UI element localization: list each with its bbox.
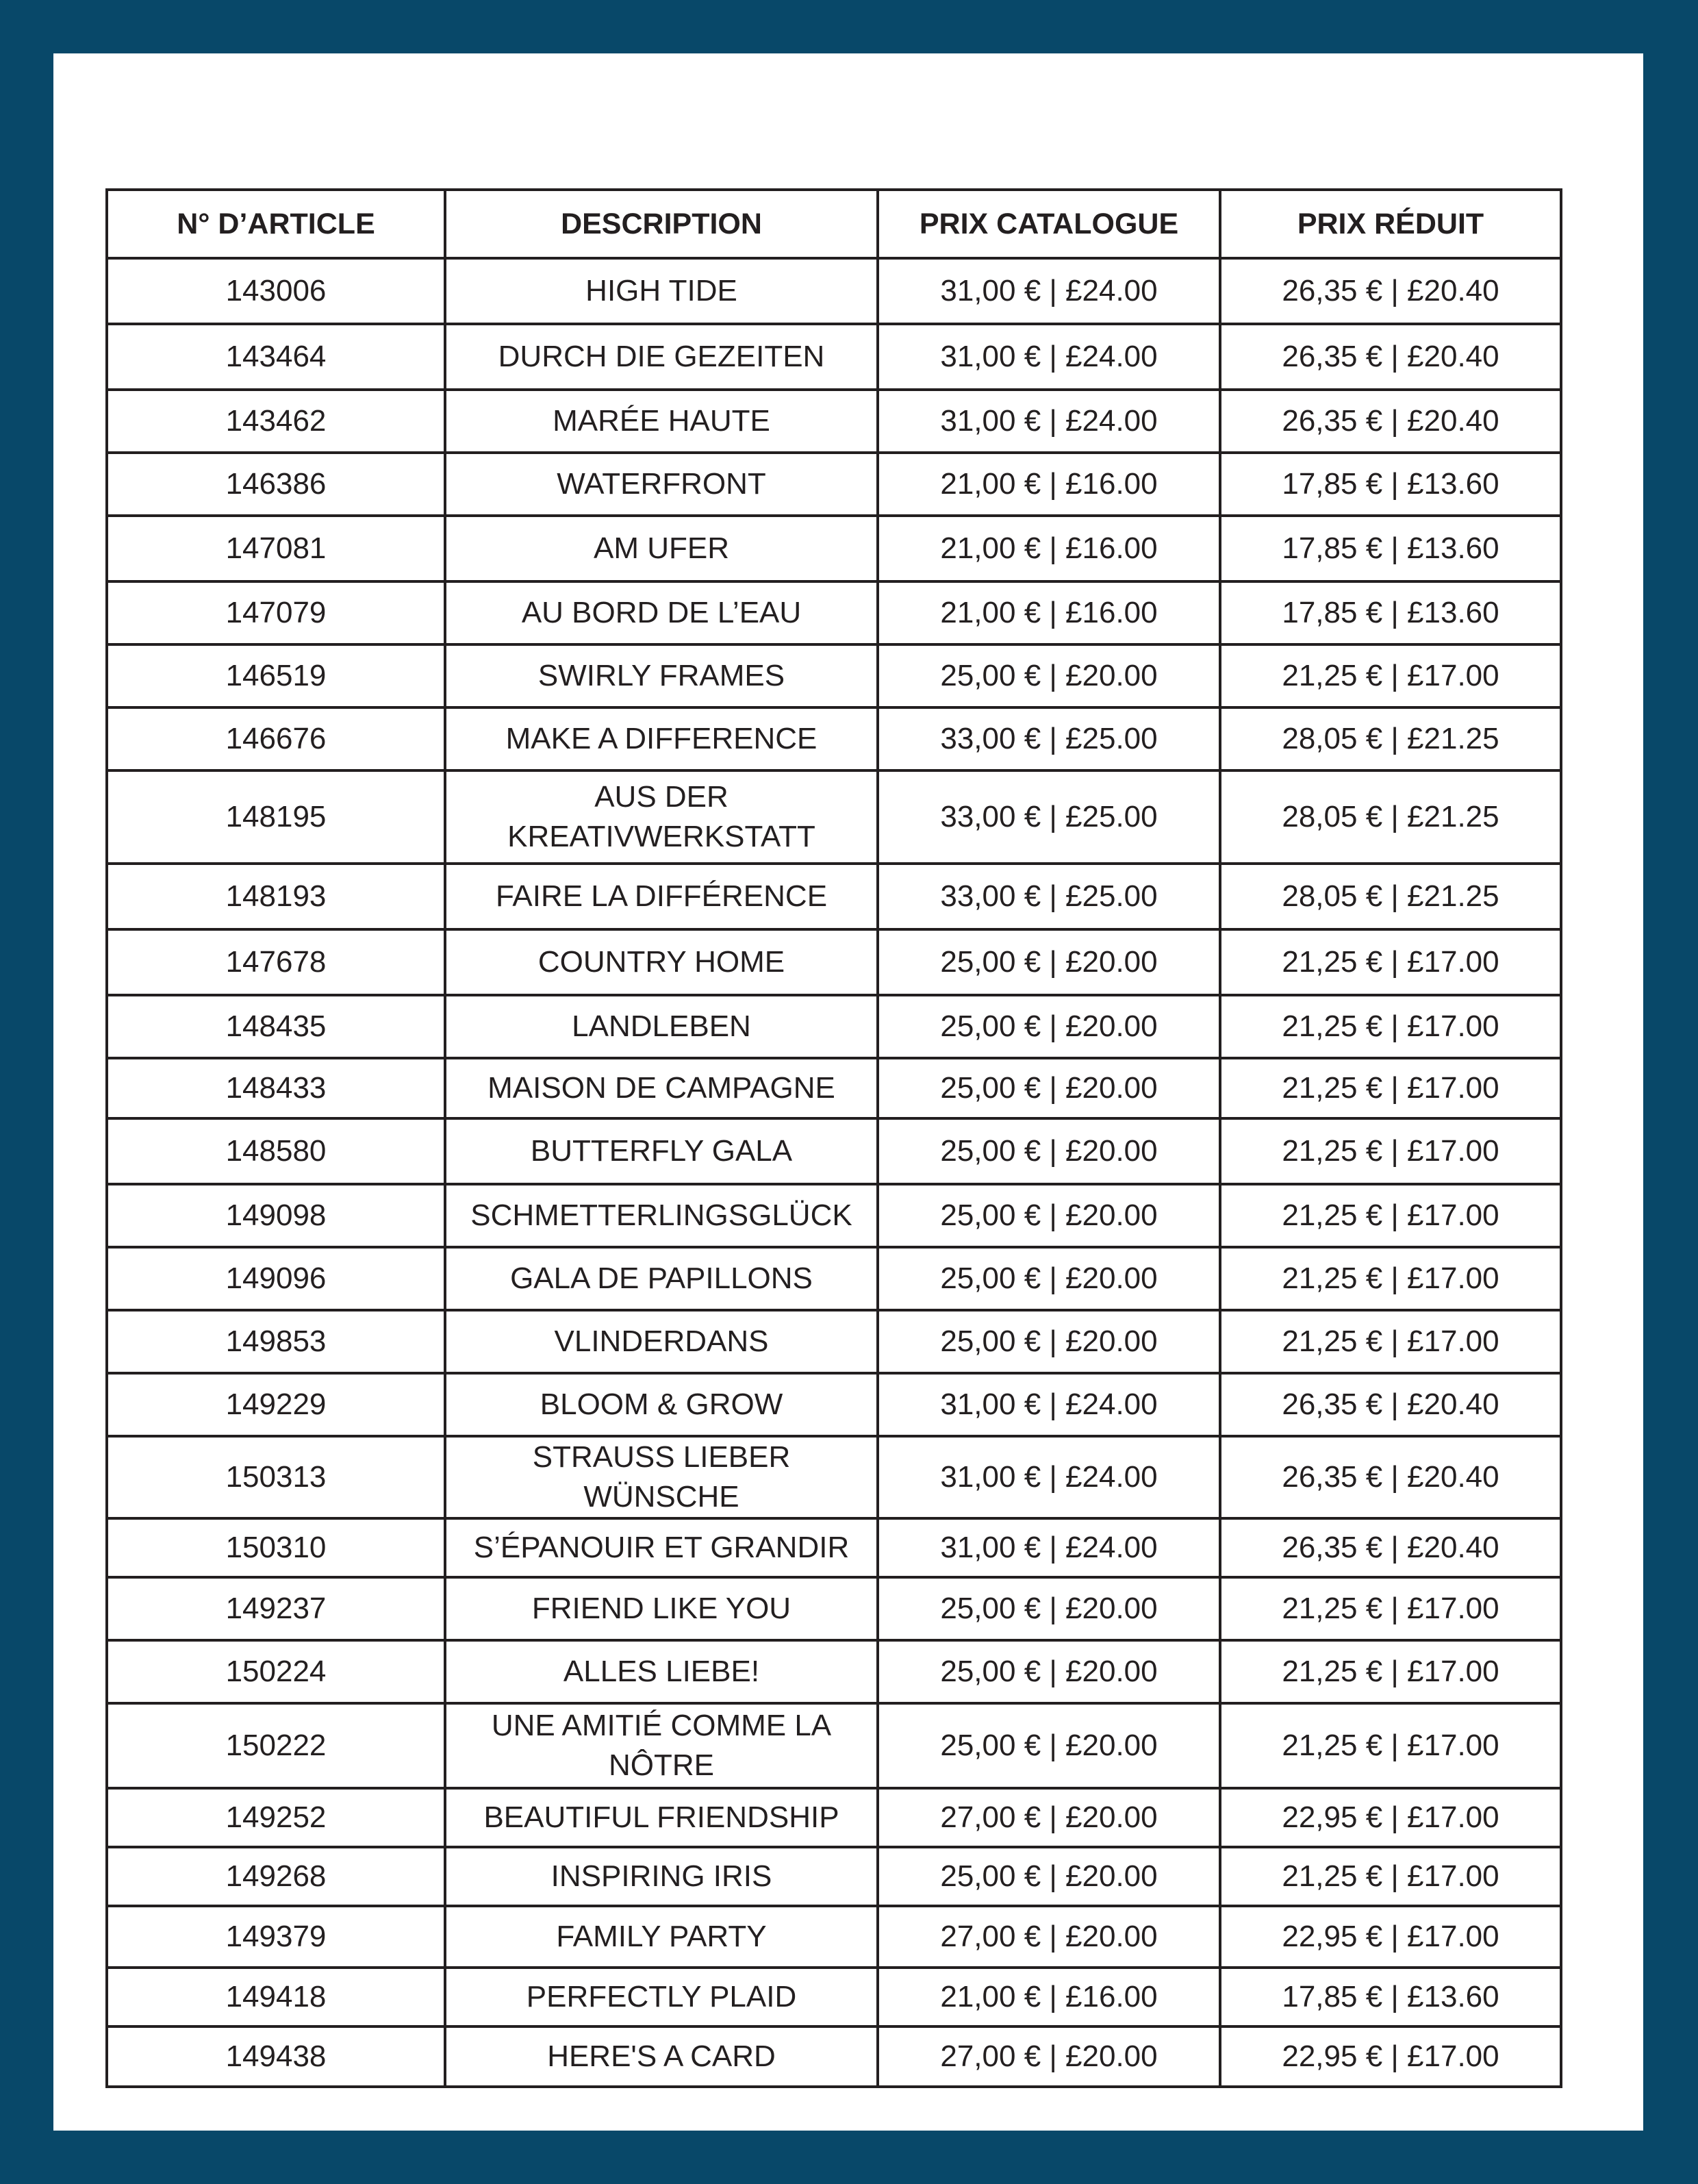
cell-description: PERFECTLY PLAID [445,1968,878,2026]
table-row [107,390,1561,453]
cell-reduced-price: 21,25 € | £17.00 [1220,1847,1561,1906]
cell-list-price: 31,00 € | £24.00 [878,1518,1220,1577]
table-row [107,707,1561,770]
table-row [107,1577,1561,1640]
table-row [107,324,1561,390]
cell-reduced-price: 21,25 € | £17.00 [1220,929,1561,995]
cell-reduced-price: 26,35 € | £20.40 [1220,1373,1561,1436]
table-row [107,581,1561,644]
table-row [107,1310,1561,1373]
table-row [107,1847,1561,1906]
page-sheet [53,53,1643,2131]
cell-description: BUTTERFLY GALA [445,1118,878,1184]
cell-list-price: 27,00 € | £20.00 [878,2026,1220,2087]
cell-description: COUNTRY HOME [445,929,878,995]
cell-article-number: 150224 [107,1640,445,1703]
cell-reduced-price: 21,25 € | £17.00 [1220,1640,1561,1703]
table-row [107,258,1561,324]
cell-list-price: 25,00 € | £20.00 [878,1247,1220,1310]
cell-reduced-price: 26,35 € | £20.40 [1220,390,1561,453]
table-row [107,929,1561,995]
cell-reduced-price: 21,25 € | £17.00 [1220,1703,1561,1788]
cell-article-number: 143464 [107,324,445,390]
table-body [107,258,1561,2087]
cell-article-number: 149098 [107,1184,445,1247]
table-row [107,770,1561,864]
cell-description: FRIEND LIKE YOU [445,1577,878,1640]
header-article-number: N° D’ARTICLE [107,190,445,258]
cell-article-number: 150310 [107,1518,445,1577]
cell-description: FAMILY PARTY [445,1906,878,1968]
cell-reduced-price: 26,35 € | £20.40 [1220,1436,1561,1518]
cell-article-number: 149379 [107,1906,445,1968]
cell-description: S’ÉPANOUIR ET GRANDIR [445,1518,878,1577]
header-list-price: PRIX CATALOGUE [878,190,1220,258]
cell-description: GALA DE PAPILLONS [445,1247,878,1310]
table-row [107,644,1561,707]
cell-reduced-price: 21,25 € | £17.00 [1220,1118,1561,1184]
cell-article-number: 147678 [107,929,445,995]
cell-article-number: 149418 [107,1968,445,2026]
table-row [107,1906,1561,1968]
table-header [107,190,1561,258]
cell-list-price: 25,00 € | £20.00 [878,1058,1220,1118]
cell-reduced-price: 21,25 € | £17.00 [1220,1577,1561,1640]
cell-reduced-price: 17,85 € | £13.60 [1220,581,1561,644]
cell-list-price: 31,00 € | £24.00 [878,390,1220,453]
cell-list-price: 27,00 € | £20.00 [878,1788,1220,1847]
cell-article-number: 148193 [107,864,445,929]
cell-article-number: 150222 [107,1703,445,1788]
cell-article-number: 146386 [107,453,445,516]
cell-list-price: 25,00 € | £20.00 [878,995,1220,1058]
cell-list-price: 25,00 € | £20.00 [878,1118,1220,1184]
table-row [107,2026,1561,2087]
cell-reduced-price: 22,95 € | £17.00 [1220,1906,1561,1968]
cell-reduced-price: 28,05 € | £21.25 [1220,707,1561,770]
cell-list-price: 33,00 € | £25.00 [878,864,1220,929]
cell-article-number: 148433 [107,1058,445,1118]
cell-list-price: 31,00 € | £24.00 [878,324,1220,390]
cell-reduced-price: 21,25 € | £17.00 [1220,1184,1561,1247]
cell-reduced-price: 21,25 € | £17.00 [1220,1310,1561,1373]
table-row [107,995,1561,1058]
cell-list-price: 31,00 € | £24.00 [878,258,1220,324]
header-reduced-price: PRIX RÉDUIT [1220,190,1561,258]
table-row [107,1968,1561,2026]
table-row [107,1058,1561,1118]
cell-reduced-price: 21,25 € | £17.00 [1220,995,1561,1058]
cell-list-price: 21,00 € | £16.00 [878,581,1220,644]
cell-reduced-price: 21,25 € | £17.00 [1220,1058,1561,1118]
cell-article-number: 146676 [107,707,445,770]
cell-description: LANDLEBEN [445,995,878,1058]
cell-list-price: 27,00 € | £20.00 [878,1906,1220,1968]
cell-description: MAKE A DIFFERENCE [445,707,878,770]
cell-article-number: 150313 [107,1436,445,1518]
cell-reduced-price: 28,05 € | £21.25 [1220,770,1561,864]
cell-reduced-price: 22,95 € | £17.00 [1220,2026,1561,2087]
cell-article-number: 149268 [107,1847,445,1906]
table-row [107,1788,1561,1847]
table-row [107,1640,1561,1703]
cell-list-price: 21,00 € | £16.00 [878,516,1220,581]
cell-list-price: 25,00 € | £20.00 [878,1310,1220,1373]
cell-reduced-price: 21,25 € | £17.00 [1220,644,1561,707]
cell-description: BLOOM & GROW [445,1373,878,1436]
cell-reduced-price: 17,85 € | £13.60 [1220,1968,1561,2026]
cell-reduced-price: 22,95 € | £17.00 [1220,1788,1561,1847]
cell-list-price: 21,00 € | £16.00 [878,453,1220,516]
table-row [107,864,1561,929]
cell-description: VLINDERDANS [445,1310,878,1373]
header-row [107,190,1561,258]
cell-list-price: 25,00 € | £20.00 [878,1640,1220,1703]
cell-reduced-price: 26,35 € | £20.40 [1220,258,1561,324]
header-description: DESCRIPTION [445,190,878,258]
cell-list-price: 31,00 € | £24.00 [878,1436,1220,1518]
cell-description: INSPIRING IRIS [445,1847,878,1906]
cell-article-number: 149252 [107,1788,445,1847]
table-row [107,1118,1561,1184]
table-row [107,1184,1561,1247]
cell-article-number: 149438 [107,2026,445,2087]
cell-description: SCHMETTERLINGSGLÜCK [445,1184,878,1247]
cell-description: ALLES LIEBE! [445,1640,878,1703]
cell-description: WATERFRONT [445,453,878,516]
cell-list-price: 33,00 € | £25.00 [878,707,1220,770]
cell-reduced-price: 17,85 € | £13.60 [1220,516,1561,581]
cell-article-number: 149229 [107,1373,445,1436]
cell-list-price: 25,00 € | £20.00 [878,1184,1220,1247]
table-row [107,1703,1561,1788]
cell-article-number: 148195 [107,770,445,864]
cell-article-number: 147079 [107,581,445,644]
cell-description: AUS DER KREATIVWERKSTATT [445,770,878,864]
cell-reduced-price: 17,85 € | £13.60 [1220,453,1561,516]
cell-description: HIGH TIDE [445,258,878,324]
cell-article-number: 146519 [107,644,445,707]
cell-article-number: 147081 [107,516,445,581]
cell-description: BEAUTIFUL FRIENDSHIP [445,1788,878,1847]
table-row [107,1247,1561,1310]
cell-reduced-price: 28,05 € | £21.25 [1220,864,1561,929]
cell-description: SWIRLY FRAMES [445,644,878,707]
cell-reduced-price: 21,25 € | £17.00 [1220,1247,1561,1310]
cell-reduced-price: 26,35 € | £20.40 [1220,1518,1561,1577]
cell-description: FAIRE LA DIFFÉRENCE [445,864,878,929]
cell-list-price: 25,00 € | £20.00 [878,1847,1220,1906]
cell-article-number: 149237 [107,1577,445,1640]
cell-list-price: 25,00 € | £20.00 [878,929,1220,995]
cell-article-number: 143006 [107,258,445,324]
table-row [107,1436,1561,1518]
table-row [107,1373,1561,1436]
cell-article-number: 143462 [107,390,445,453]
cell-list-price: 25,00 € | £20.00 [878,644,1220,707]
cell-article-number: 148435 [107,995,445,1058]
cell-article-number: 149096 [107,1247,445,1310]
cell-description: MARÉE HAUTE [445,390,878,453]
cell-description: AM UFER [445,516,878,581]
cell-list-price: 25,00 € | £20.00 [878,1703,1220,1788]
cell-article-number: 149853 [107,1310,445,1373]
cell-description: STRAUSS LIEBER WÜNSCHE [445,1436,878,1518]
cell-reduced-price: 26,35 € | £20.40 [1220,324,1561,390]
cell-description: UNE AMITIÉ COMME LA NÔTRE [445,1703,878,1788]
cell-description: MAISON DE CAMPAGNE [445,1058,878,1118]
cell-article-number: 148580 [107,1118,445,1184]
table-row [107,1518,1561,1577]
cell-description: DURCH DIE GEZEITEN [445,324,878,390]
cell-list-price: 33,00 € | £25.00 [878,770,1220,864]
cell-list-price: 21,00 € | £16.00 [878,1968,1220,2026]
table-row [107,516,1561,581]
table-row [107,453,1561,516]
cell-description: HERE'S A CARD [445,2026,878,2087]
price-table [105,188,1562,2088]
cell-list-price: 25,00 € | £20.00 [878,1577,1220,1640]
cell-description: AU BORD DE L’EAU [445,581,878,644]
cell-list-price: 31,00 € | £24.00 [878,1373,1220,1436]
